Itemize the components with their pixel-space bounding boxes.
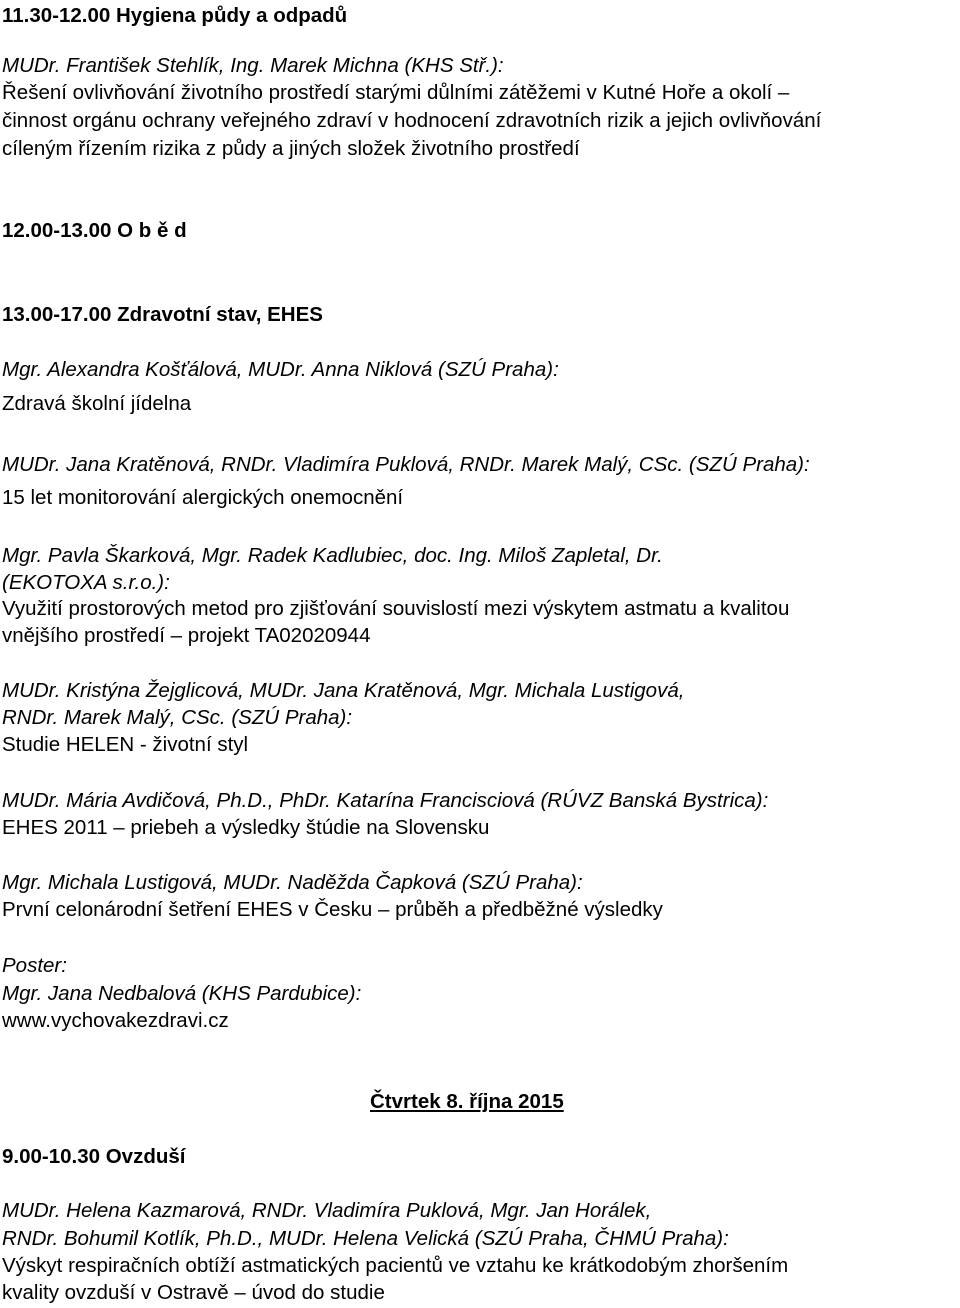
talk-authors: Mgr. Pavla Škarková, Mgr. Radek Kadlubiec, doc. Ing. Miloš Zapletal, Dr. — [2, 544, 663, 567]
talk-title: EHES 2011 – priebeh a výsledky štúdie na Slovensku — [2, 816, 490, 839]
talk-authors: RNDr. Marek Malý, CSc. (SZÚ Praha): — [2, 706, 353, 729]
session-heading-air: 9.00-10.30 Ovzduší — [2, 1145, 186, 1168]
poster-label: Poster: — [2, 954, 67, 977]
poster-authors: Mgr. Jana Nedbalová (KHS Pardubice): — [2, 982, 362, 1005]
day-heading: Čtvrtek 8. října 2015 — [370, 1090, 564, 1113]
talk-title: 15 let monitorování alergických onemocnění — [2, 486, 404, 509]
talk-title: První celonárodní šetření EHES v Česku – průběh a předběžné výsledky — [2, 898, 663, 921]
poster-title: www.vychovakezdravi.cz — [2, 1009, 229, 1032]
talk-authors: (EKOTOXA s.r.o.): — [2, 571, 170, 594]
talk-authors: MUDr. Helena Kazmarová, RNDr. Vladimíra Puklová, Mgr. Jan Horálek, — [2, 1199, 652, 1222]
talk-authors: RNDr. Bohumil Kotlík, Ph.D., MUDr. Helena Velická (SZÚ Praha, ČHMÚ Praha): — [2, 1227, 729, 1250]
talk-title: Využití prostorových metod pro zjišťování souvislostí mezi výskytem astmatu a kvalitou — [2, 597, 790, 620]
talk-title: Výskyt respiračních obtíží astmatických pacientů ve vztahu ke krátkodobým zhoršením — [2, 1254, 789, 1277]
talk-title: kvality ovzduší v Ostravě – úvod do studie — [2, 1281, 385, 1304]
talk-authors: Mgr. Alexandra Košťálová, MUDr. Anna Niklová (SZÚ Praha): — [2, 358, 559, 381]
talk-title: Studie HELEN - životní styl — [2, 733, 249, 756]
talk-title: vnějšího prostředí – projekt TA02020944 — [2, 624, 371, 647]
session-heading-soil: 11.30-12.00 Hygiena půdy a odpadů — [2, 4, 348, 27]
talk-authors: MUDr. Kristýna Žejglicová, MUDr. Jana Kratěnová, Mgr. Michala Lustigová, — [2, 679, 685, 702]
talk-authors: MUDr. Jana Kratěnová, RNDr. Vladimíra Puklová, RNDr. Marek Malý, CSc. (SZÚ Praha): — [2, 453, 810, 476]
session-heading-lunch: 12.00-13.00 O b ě d — [2, 219, 187, 242]
talk-title: Řešení ovlivňování životního prostředí starými důlními zátěžemi v Kutné Hoře a okolí – — [2, 81, 790, 104]
talk-title: cíleným řízením rizika z půdy a jiných složek životního prostředí — [2, 137, 580, 160]
talk-authors: Mgr. Michala Lustigová, MUDr. Naděžda Čapková (SZÚ Praha): — [2, 871, 583, 894]
session-heading-health: 13.00-17.00 Zdravotní stav, EHES — [2, 303, 323, 326]
talk-authors: MUDr. Mária Avdičová, Ph.D., PhDr. Katarína Francisciová (RÚVZ Banská Bystrica): — [2, 789, 769, 812]
talk-title: Zdravá školní jídelna — [2, 392, 192, 415]
talk-title: činnost orgánu ochrany veřejného zdraví v hodnocení zdravotních rizik a jejich ovlivňování — [2, 109, 822, 132]
talk-authors: MUDr. František Stehlík, Ing. Marek Michna (KHS Stř.): — [2, 54, 504, 77]
